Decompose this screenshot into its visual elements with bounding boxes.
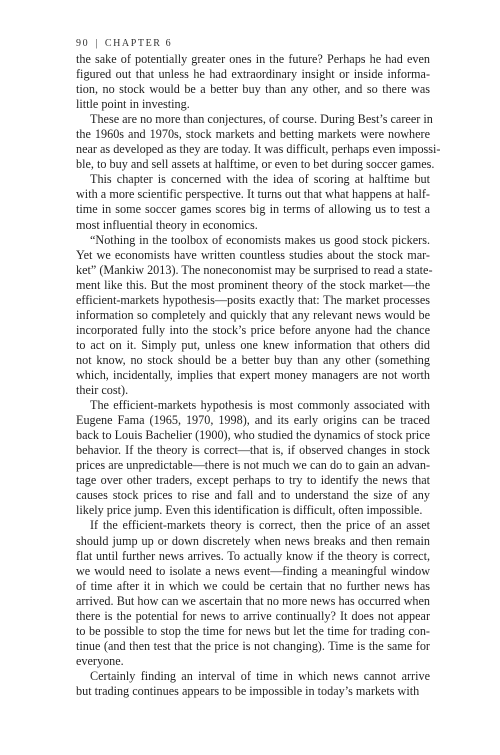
text-line: little point in investing. [76, 97, 190, 112]
paragraph [76, 172, 430, 232]
text-line: ble, to buy and sell assets at halftime, or even to bet during soccer games. [76, 157, 435, 172]
text-line: Certainly finding an interval of time in which news cannot arrive [90, 668, 430, 683]
text-line: should jump up or down discretely when news breaks and then remain [76, 533, 430, 548]
paragraph [76, 112, 441, 172]
text-line: everyone. [76, 653, 124, 668]
text-line: ket” (Mankiw 2013). The noneconomist may be surprised to read a state- [76, 262, 433, 277]
paragraph [76, 669, 430, 699]
text-line: tion, no stock would be a better buy than any other, and so there was [76, 82, 430, 97]
text-line: there is the potential for news to arrive continually? It does not appear [76, 608, 430, 623]
text-line: tage over other traders, except perhaps to try to identify the news that [76, 473, 430, 488]
text-line: efficient-markets hypothesis—posits exactly that: The market processes [76, 292, 430, 307]
page-number: 90 [76, 38, 90, 49]
text-line: not know, no stock should be a better buy than any other (something [76, 352, 430, 367]
text-line: we would need to isolate a news event—finding a meaningful window [76, 563, 430, 578]
text-line: Eugene Fama (1965, 1970, 1998), and its early origins can be traced [76, 413, 430, 428]
text-line: back to Louis Bachelier (1900), who studied the dynamics of stock price [76, 428, 431, 443]
text-line: incorporated fully into the stock’s price before anyone had the chance [76, 322, 430, 337]
text-line: to be possible to stop the time for news but let the time for trading con- [76, 623, 430, 638]
body-text [76, 52, 441, 699]
running-head [76, 38, 172, 49]
text-line: the 1960s and 1970s, stock markets and betting markets were nowhere [76, 127, 430, 142]
text-line: their cost). [76, 383, 129, 398]
text-line: These are no more than conjectures, of course. During Best’s career in [90, 112, 433, 127]
paragraph [76, 518, 430, 668]
paragraph [76, 52, 430, 112]
text-line: of time after it in which we could be certain that no further news has [76, 578, 430, 593]
text-line: Yet we economists have written countless studies about the stock mar- [76, 247, 430, 262]
text-line: arrived. But how can we ascertain that no more news has occurred when [76, 593, 430, 608]
text-line: tinue (and then test that the price is not changing). Time is the same for [76, 638, 430, 653]
text-line: “Nothing in the toolbox of economists makes us good stock pickers. [90, 232, 430, 247]
text-line: The efficient-markets hypothesis is most commonly associated with [90, 398, 430, 413]
text-line: with a more scientific perspective. It turns out that what happens at half- [76, 187, 430, 202]
text-line: If the efficient-markets theory is correct, then the price of an asset [90, 518, 430, 533]
chapter-label: CHAPTER 6 [104, 38, 173, 49]
text-line: most influential theory in economics. [76, 217, 258, 232]
text-line: the sake of potentially greater ones in the future? Perhaps he had even [76, 52, 430, 66]
paragraph [76, 232, 433, 399]
text-line: which, incidentally, implies that expert money managers are not worth [76, 367, 430, 382]
text-line: information so completely and quickly that any relevant news would be [76, 307, 430, 322]
text-line: behavior. If the theory is correct—that is, if observed changes in stock [76, 443, 430, 458]
text-line: flat until further news arrives. To actually know if the theory is correct, [76, 548, 430, 563]
text-line: but trading continues appears to be impossible in today’s markets with [76, 683, 420, 698]
text-line: figured out that unless he had extraordinary insight or inside informa- [76, 67, 430, 82]
text-line: ment like this. But the most prominent theory of the stock market—the [76, 277, 430, 292]
text-line: near as developed as they are today. It was difficult, perhaps even impossi- [76, 142, 441, 157]
text-line: This chapter is concerned with the idea of scoring at halftime but [90, 172, 430, 187]
text-line: to act on it. Simply put, unless one knew information that others did [76, 337, 430, 352]
text-line: time in some soccer games scores big in terms of allowing us to test a [76, 202, 430, 217]
text-line: causes stock prices to rise and fall and to understand the size of any [76, 488, 430, 503]
paragraph [76, 398, 430, 518]
header-separator: | [95, 38, 99, 49]
text-line: likely price jump. Even this identification is difficult, often impossible. [76, 503, 423, 518]
text-line: prices are unpredictable—there is not much we can do to gain an advan- [76, 458, 430, 473]
